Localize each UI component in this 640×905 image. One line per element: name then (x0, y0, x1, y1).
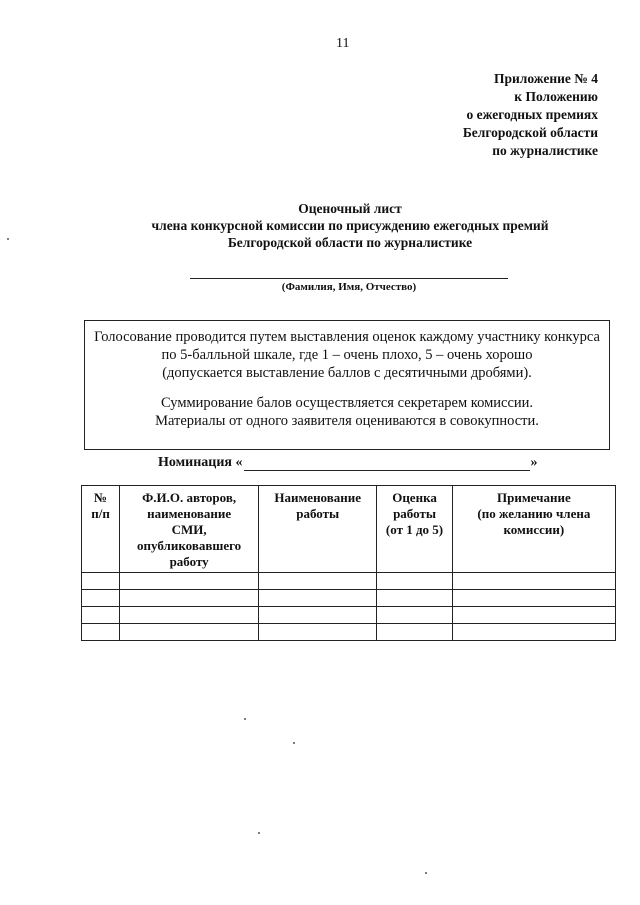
rules-line: Суммирование балов осуществляется секретарем комиссии. (160, 395, 534, 411)
table-cell (120, 590, 259, 607)
table-cell (82, 607, 120, 624)
appendix-line: к Положению (514, 89, 598, 104)
table-cell (259, 607, 377, 624)
table-row (82, 607, 616, 624)
title-line: Оценочный лист (298, 201, 402, 216)
evaluation-table (81, 485, 616, 641)
table-row (82, 624, 616, 641)
header-authors: Ф.И.О. авторов, наименование СМИ, опубликовавшего работу (120, 486, 259, 573)
page-number: 11 (336, 36, 350, 51)
rules-line: Материалы от одного заявителя оцениваются в совокупности. (155, 413, 539, 429)
appendix-line: Белгородской области (462, 125, 598, 140)
table-body (82, 573, 616, 641)
table-cell (452, 607, 615, 624)
title-line: члена конкурсной комиссии по присуждению ежегодных премий (151, 218, 549, 233)
rules-line: по 5-балльной шкале, где 1 – очень плохо, 5 – очень хорошо (161, 347, 533, 363)
table-cell (259, 573, 377, 590)
table-cell (259, 624, 377, 641)
nomination-label: Номинация « (158, 455, 243, 470)
voting-rules-box (84, 320, 610, 450)
table-cell (377, 607, 452, 624)
nomination-field (158, 455, 538, 471)
header-note: Примечание (по желанию члена комиссии) (452, 486, 615, 573)
document-title (80, 200, 620, 251)
table-row (82, 573, 616, 590)
table-cell (377, 573, 452, 590)
table-cell (377, 624, 452, 641)
table-header-row (82, 486, 616, 573)
scan-speck (7, 238, 9, 240)
table-cell (452, 573, 615, 590)
table-cell (452, 624, 615, 641)
table-cell (82, 573, 120, 590)
name-caption: (Фамилия, Имя, Отчество) (281, 281, 417, 293)
appendix-header (358, 70, 598, 160)
table-cell (259, 590, 377, 607)
appendix-line: по журналистике (492, 143, 598, 158)
header-number: № п/п (82, 486, 120, 573)
table-cell (452, 590, 615, 607)
table-cell (82, 624, 120, 641)
rules-line: (допускается выставление баллов с десятичными дробями). (162, 365, 532, 381)
table-cell (120, 607, 259, 624)
table-cell (82, 590, 120, 607)
nomination-closing: » (530, 455, 538, 470)
scan-speck (244, 718, 246, 720)
nomination-blank (244, 456, 530, 471)
table-row (82, 590, 616, 607)
table-cell (377, 590, 452, 607)
appendix-line: Приложение № 4 (494, 71, 598, 86)
scan-speck (293, 742, 295, 744)
header-score: Оценка работы (от 1 до 5) (377, 486, 452, 573)
rules-line: Голосование проводится путем выставления оценок каждому участнику конкурса (94, 329, 600, 345)
scan-speck (425, 872, 427, 874)
table-cell (120, 573, 259, 590)
table-cell (120, 624, 259, 641)
title-line: Белгородской области по журналистике (227, 235, 473, 250)
scan-speck (258, 832, 260, 834)
header-work-title: Наименование работы (259, 486, 377, 573)
name-blank-line (190, 278, 508, 279)
appendix-line: о ежегодных премиях (466, 107, 598, 122)
